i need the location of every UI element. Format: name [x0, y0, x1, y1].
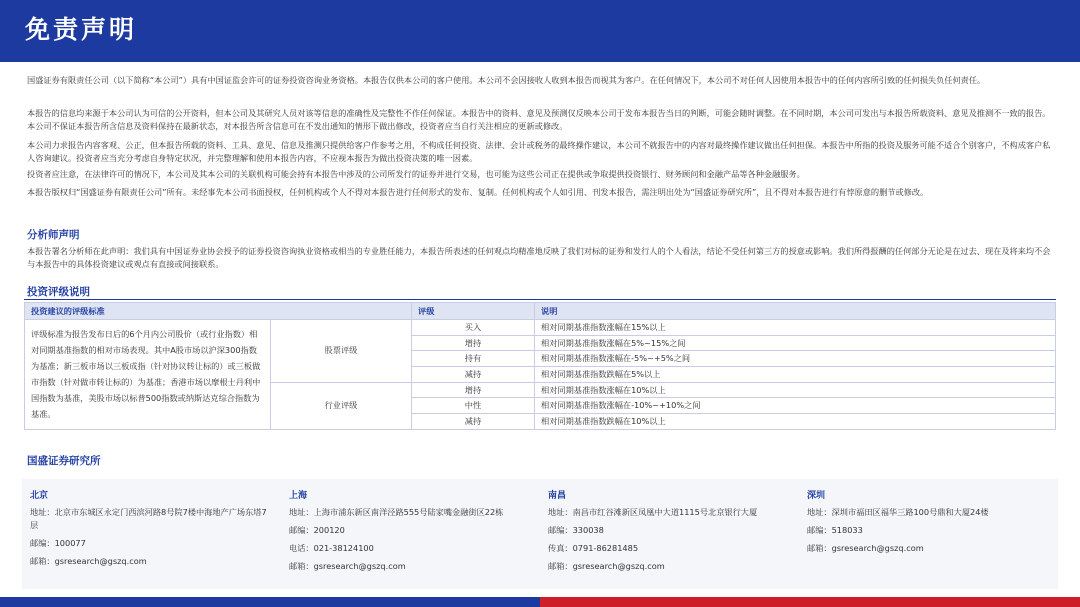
office-city: 上海 [289, 491, 308, 501]
disclaimer-paragraph-3: 本公司力求报告内容客观、公正，但本报告所载的资料、工具、意见、信息及推测只提供给客户作参考之用，不构成任何投资、法律、会计或税务的最终操作建议，本公司不就报告中的内容对最终操作建议做出任何担保。本报告中所指的投资及服务可能不适合个别客户，不构成客户私人咨询建议。投资者应当充分考虑自身特定状况，并完整理解和使用本报告内容，不应视本报告为做出投资决策的唯一因素。 [27, 140, 1051, 163]
header-standard: 投资建议的评级标准 [25, 303, 412, 320]
analyst-statement-text: 本报告署名分析师在此声明：我们具有中国证券业协会授予的证券投资咨询执业资格或相当的专业胜任能力，本报告所表述的任何观点均精准地反映了我们对标的证券和发行人的个人看法，结论不受任何第三方的授意或影响。我们所得报酬的任何部分无论是在过去、现在及将来均不会与本报告中的具体投资建议或观点有直接或间接联系。 [27, 246, 1051, 269]
header-level: 评级 [412, 303, 535, 320]
office-zip: 邮编：518033 [807, 525, 863, 535]
institute-title: 国盛证券研究所 [27, 455, 101, 467]
rating-level: 中性 [412, 398, 535, 414]
rating-table [24, 302, 1056, 430]
rating-desc: 相对同期基准指数涨幅在-10%~+10%之间 [535, 398, 1056, 414]
rating-desc: 相对同期基准指数跌幅在5%以上 [535, 367, 1056, 383]
office-address: 地址：南昌市红谷滩新区凤凰中大道1115号北京银行大厦 [548, 507, 758, 517]
office-nanchang [548, 488, 788, 578]
rating-desc: 相对同期基准指数涨幅在10%以上 [535, 382, 1056, 398]
page-title: 免责声明 [25, 15, 138, 44]
office-address: 地址：深圳市福田区福华三路100号鼎和大厦24楼 [807, 507, 989, 517]
office-email: 邮箱：gsresearch@gszq.com [30, 556, 147, 566]
rating-table-header [25, 303, 1056, 320]
footer-bar-blue [0, 597, 540, 607]
office-address: 地址：北京市东城区永定门西滨河路8号院7楼中海地产广场东塔7层 [30, 507, 267, 530]
rating-level: 买入 [412, 320, 535, 336]
rating-level: 减持 [412, 367, 535, 383]
office-email: 邮箱：gsresearch@gszq.com [289, 561, 406, 571]
office-shenzhen [807, 488, 1047, 560]
office-city: 深圳 [807, 491, 826, 501]
rating-divider [24, 299, 1056, 300]
rating-desc: 相对同期基准指数涨幅在5%~15%之间 [535, 335, 1056, 351]
office-zip: 邮编：330038 [548, 525, 604, 535]
disclaimer-paragraph-4: 投资者应注意，在法律许可的情况下，本公司及其本公司的关联机构可能会持有本报告中涉及的公司所发行的证券并进行交易，也可能为这些公司正在提供或争取提供投资银行、财务顾问和金融产品等各种金融服务。 [27, 169, 805, 179]
disclaimer-paragraph-2: 本报告的信息均来源于本公司认为可信的公开资料，但本公司及其研究人员对该等信息的准确性及完整性不作任何保证。本报告中的资料、意见及预测仅反映本公司于发布本报告当日的判断，可能会随时调整。在不同时期，本公司可发出与本报告所载资料、意见及推测不一致的报告。本公司不保证本报告所含信息及资料保持在最新状态，对本报告所含信息可在不发出通知的情形下做出修改，投资者应当自行关注相应的更新或修改。 [27, 108, 1051, 131]
rating-desc: 相对同期基准指数跌幅在10%以上 [535, 414, 1056, 430]
analyst-statement-title: 分析师声明 [27, 229, 80, 241]
office-beijing [30, 488, 270, 573]
disclaimer-paragraph-5: 本报告版权归“国盛证券有限责任公司”所有。未经事先本公司书面授权，任何机构或个人不得对本报告进行任何形式的发布、复制。任何机构或个人如引用、刊发本报告，需注明出处为“国盛证券研究所”，且不得对本报告进行有悖原意的删节或修改。 [27, 187, 929, 197]
table-row [25, 320, 1056, 336]
office-email: 邮箱：gsresearch@gszq.com [807, 543, 924, 553]
header-bar [0, 0, 1080, 62]
header-desc: 说明 [535, 303, 1056, 320]
office-fax: 传真：0791-86281485 [548, 543, 639, 553]
rating-section-title: 投资评级说明 [27, 286, 90, 298]
rating-level: 增持 [412, 382, 535, 398]
industry-rating-label: 行业评级 [271, 382, 412, 429]
disclaimer-paragraph-1: 国盛证券有限责任公司（以下简称“本公司”）具有中国证监会许可的证券投资咨询业务资格。本报告仅供本公司的客户使用。本公司不会因接收人收到本报告而视其为客户。在任何情况下，本公司不对任何人因使用本报告中的任何内容所引致的任何损失负任何责任。 [27, 75, 986, 85]
office-city: 南昌 [548, 491, 567, 501]
office-zip: 邮编：200120 [289, 525, 345, 535]
rating-standard-text: 评级标准为报告发布日后的6个月内公司股价（或行业指数）相对同期基准指数的相对市场表现。其中A股市场以沪深300指数为基准；新三板市场以三板成指（针对协议转让标的）或三板做市指数（针对做市转让标的）为基准；香港市场以摩根士丹利中国指数为基准，美股市场以标普500指数或纳斯达克综合指数为基准。 [25, 320, 271, 430]
footer-bar-red [540, 597, 1080, 607]
office-city: 北京 [30, 491, 49, 501]
rating-level: 增持 [412, 335, 535, 351]
office-email: 邮箱：gsresearch@gszq.com [548, 561, 665, 571]
office-shanghai [289, 488, 529, 578]
office-zip: 邮编：100077 [30, 538, 86, 548]
office-address: 地址：上海市浦东新区南洋泾路555号陆家嘴金融街区22栋 [289, 507, 504, 517]
rating-desc: 相对同期基准指数涨幅在15%以上 [535, 320, 1056, 336]
rating-level: 减持 [412, 414, 535, 430]
office-phone: 电话：021-38124100 [289, 543, 374, 553]
rating-level: 持有 [412, 351, 535, 367]
rating-desc: 相对同期基准指数涨幅在-5%~+5%之间 [535, 351, 1056, 367]
stock-rating-label: 股票评级 [271, 320, 412, 383]
